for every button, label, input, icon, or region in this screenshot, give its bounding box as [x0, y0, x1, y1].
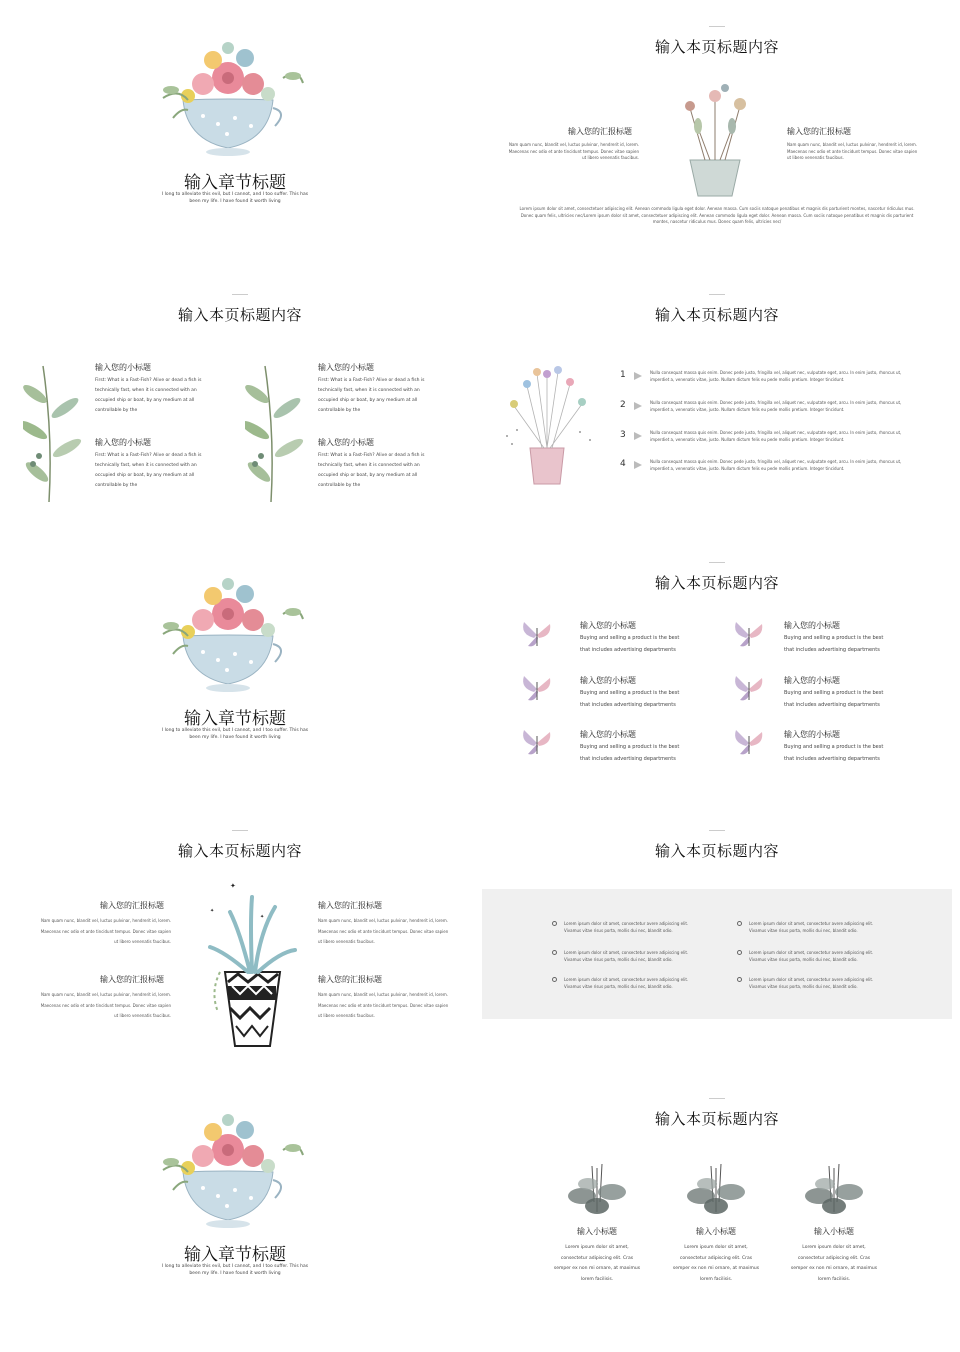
plant-subtitle-3: 输入小标题	[814, 1227, 854, 1236]
section-subtitle: I long to alleviate this evil, but I cannot, and I too suffer. This has been my life. I have found it worth living	[161, 728, 309, 740]
leaf-branch-illustration	[23, 364, 83, 504]
arrow-icon	[634, 432, 642, 440]
page-title: 输入本页标题内容	[654, 1110, 779, 1128]
section-title: 输入章节标题	[184, 1245, 286, 1265]
page-title: 输入本页标题内容	[654, 842, 779, 860]
potted-plant-illustration	[200, 882, 300, 1052]
page-title: 输入本页标题内容	[654, 574, 779, 592]
ink-plant-illustration	[564, 1162, 630, 1218]
ink-plant-illustration	[683, 1162, 749, 1218]
page-title: 输入本页标题内容	[177, 842, 302, 860]
report-title-left: 输入您的汇报标题	[568, 127, 632, 136]
report-title-right: 输入您的汇报标题	[787, 127, 851, 136]
slide-subtitles-leaves	[5, 276, 475, 536]
subtitle-text-4: First: What is a Fast-Fish? Alive or dead a fish is technically fast, when it is connected with an occupied ship or boat, by any medium at all controllable by the	[318, 453, 425, 488]
item-number: 3	[620, 430, 626, 440]
page-title: 输入本页标题内容	[654, 306, 779, 324]
section-title: 输入章节标题	[184, 173, 286, 193]
item-number: 1	[620, 370, 626, 380]
report-title-3: 输入您的汇报标题	[318, 901, 382, 910]
subtitle-3: 输入您的小标题	[318, 363, 374, 372]
item-number: 2	[620, 400, 626, 410]
bullet-circle-icon	[552, 950, 557, 955]
butterfly-subtitle: 输入您的小标题	[784, 730, 840, 739]
item-text: Nulla consequat massa quis enim. Donec pede justo, fringilla vel, aliquet nec, vulputate eget, arcu. In enim justo, rhoncus ut, imperdiet a, venenatis vitae, justo. Nullam dictum felis eu pede mollis pretium. Integer tincidunt.	[650, 459, 902, 471]
leaf-branch-illustration	[245, 364, 305, 504]
slide-section-3	[5, 1080, 475, 1340]
title-divider	[232, 294, 248, 295]
plant-subtitle-2: 输入小标题	[696, 1227, 736, 1236]
subtitle-2: 输入您的小标题	[95, 438, 151, 447]
svg-text:✦: ✦	[260, 914, 265, 920]
report-bottom-text: Lorem ipsum dolor sit amet, consectetuer adipiscing elit. Aenean commodo ligula eget dolor. Aenean massa. Cum sociis natoque penatibus et magnis dis parturient montes, nascetur ridiculus mus. Donec quam felis, ultricies nec/Lorem ipsum dolor sit amet, consectetuer adipiscing elit. Aenean commodo ligula eget dolor. Aenean massa. Cum sociis natoque penatibus et magnis dis parturient montes, nascetur ridiculus mus. Donec quam felis, ultricies nec/	[519, 206, 915, 224]
subtitle-4: 输入您的小标题	[318, 438, 374, 447]
title-divider	[709, 26, 725, 27]
bullet-circle-icon	[552, 977, 557, 982]
butterfly-subtitle: 输入您的小标题	[580, 676, 636, 685]
butterfly-icon	[732, 674, 766, 704]
arrow-icon	[634, 372, 642, 380]
arrow-icon	[634, 402, 642, 410]
flower-teacup-illustration	[143, 38, 313, 158]
slide-section-2	[5, 544, 475, 804]
item-number: 4	[620, 459, 626, 469]
butterfly-text: Buying and selling a product is the best that includes advertising departments	[580, 744, 680, 762]
title-divider	[709, 294, 725, 295]
page-title: 输入本页标题内容	[177, 306, 302, 324]
page-title: 输入本页标题内容	[654, 38, 779, 56]
flower-teacup-illustration	[143, 1110, 313, 1230]
plant-text-2: Lorem ipsum dolor sit amet, consectetur adipiscing elit. Cras semper ex non mi ornare, at maximus lorem facilisis.	[672, 1245, 760, 1282]
title-divider	[709, 1098, 725, 1099]
butterfly-icon	[520, 674, 554, 704]
butterfly-icon	[732, 728, 766, 758]
butterfly-text: Buying and selling a product is the best that includes advertising departments	[784, 635, 884, 653]
subtitle-text-3: First: What is a Fast-Fish? Alive or dead a fish is technically fast, when it is connected with an occupied ship or boat, by any medium at all controllable by the	[318, 378, 425, 413]
slide-report-2	[5, 812, 475, 1072]
vase-flowers-illustration	[670, 78, 760, 200]
butterfly-text: Buying and selling a product is the best that includes advertising departments	[580, 690, 680, 708]
bullet-circle-icon	[552, 921, 557, 926]
slide-butterfly-grid	[482, 544, 952, 804]
report-text-right: Nam quam nunc, blandit vel, luctus pulvinar, hendrerit id, lorem. Maecenas nec odio et ante tincidunt tempus. Donec vitae sapien ut libero venenatis faucibus.	[787, 142, 918, 160]
arrow-icon	[634, 461, 642, 469]
subtitle-text-1: First: What is a Fast-Fish? Alive or dead a fish is technically fast, when it is connected with an occupied ship or boat, by any medium at all controllable by the	[95, 378, 202, 413]
bullet-circle-icon	[737, 950, 742, 955]
butterfly-subtitle: 输入您的小标题	[784, 676, 840, 685]
item-text: Nulla consequat massa quis enim. Donec pede justo, fringilla vel, aliquet nec, vulputate eget, arcu. In enim justo, rhoncus ut, imperdiet a, venenatis vitae, justo. Nullam dictum felis eu pede mollis pretium. Integer tincidunt.	[650, 400, 902, 412]
title-divider	[232, 830, 248, 831]
ink-plant-illustration	[801, 1162, 867, 1218]
section-subtitle: I long to alleviate this evil, but I cannot, and I too suffer. This has been my life. I have found it worth living	[161, 1264, 309, 1276]
section-subtitle: I long to alleviate this evil, but I cannot, and I too suffer. This has been my life. I have found it worth living	[161, 192, 309, 204]
heart-flowers-pot-illustration	[492, 356, 602, 491]
subtitle-text-2: First: What is a Fast-Fish? Alive or dead a fish is technically fast, when it is connected with an occupied ship or boat, by any medium at all controllable by the	[95, 453, 202, 488]
slide-three-plants	[482, 1080, 952, 1340]
svg-text:✦: ✦	[230, 882, 236, 890]
report-title-1: 输入您的汇报标题	[100, 901, 164, 910]
report-text-4: Nam quam nunc, blandit vel, luctus pulvinar, hendrerit id, lorem. Maecenas nec odio et ante tincidunt tempus. Donec vitae sapien ut libero venenatis faucibus.	[318, 992, 449, 1018]
subtitle-1: 输入您的小标题	[95, 363, 151, 372]
butterfly-subtitle: 输入您的小标题	[580, 621, 636, 630]
report-title-2: 输入您的汇报标题	[100, 975, 164, 984]
slide-gray-bullets: 输入本页标题内容 Lorem ipsum dolor sit amet, consectetur avere adipiscing elit. Vivamus vitae risus porta, mollis dui nec, blandit odio. Lorem ipsum dolor sit amet, consectetur avere adipiscing elit. Vivamus vitae risus porta, mollis dui nec, blandit odio. Lorem ipsum dolor sit amet, consectetur avere adipiscing elit. Vivamus vitae risus porta, mollis dui nec, blandit odio. Lorem ipsum dolor sit amet, consectetur avere adipiscing elit. Vivamus vitae risus porta, mollis dui nec, blandit odio. Lorem ipsum dolor sit amet, consectetur avere adipiscing elit. Vivamus vitae risus porta, mollis dui nec, blandit odio. Lorem ipsum dolor sit amet, consectetur avere adipiscing elit. Vivamus vitae risus porta, mollis dui nec, blandit odio.	[482, 812, 952, 1072]
butterfly-icon	[732, 620, 766, 650]
slide-report-1	[482, 8, 952, 268]
title-divider	[709, 562, 725, 563]
section-title: 输入章节标题	[184, 709, 286, 729]
slide-section-1	[5, 8, 475, 268]
svg-text:✦: ✦	[210, 908, 215, 914]
flower-teacup-illustration	[143, 574, 313, 694]
butterfly-icon	[520, 620, 554, 650]
bullet-circle-icon	[737, 977, 742, 982]
butterfly-subtitle: 输入您的小标题	[580, 730, 636, 739]
butterfly-text: Buying and selling a product is the best that includes advertising departments	[580, 635, 680, 653]
plant-text-3: Lorem ipsum dolor sit amet, consectetur adipiscing elit. Cras semper ex non mi ornare, at maximus lorem facilisis.	[790, 1245, 878, 1282]
report-title-4: 输入您的汇报标题	[318, 975, 382, 984]
report-text-1: Nam quam nunc, blandit vel, luctus pulvinar, hendrerit id, lorem. Maecenas nec odio et ante tincidunt tempus. Donec vitae sapien ut libero venenatis faucibus.	[40, 918, 171, 944]
report-text-2: Nam quam nunc, blandit vel, luctus pulvinar, hendrerit id, lorem. Maecenas nec odio et ante tincidunt tempus. Donec vitae sapien ut libero venenatis faucibus.	[40, 992, 171, 1018]
item-text: Nulla consequat massa quis enim. Donec pede justo, fringilla vel, aliquet nec, vulputate eget, arcu. In enim justo, rhoncus ut, imperdiet a, venenatis vitae, justo. Nullam dictum felis eu pede mollis pretium. Integer tincidunt.	[650, 430, 902, 442]
plant-text-1: Lorem ipsum dolor sit amet, consectetur adipiscing elit. Cras semper ex non mi ornare, at maximus lorem facilisis.	[553, 1245, 641, 1282]
item-text: Nulla consequat massa quis enim. Donec pede justo, fringilla vel, aliquet nec, vulputate eget, arcu. In enim justo, rhoncus ut, imperdiet a, venenatis vitae, justo. Nullam dictum felis eu pede mollis pretium. Integer tincidunt.	[650, 370, 902, 382]
title-divider	[709, 830, 725, 831]
butterfly-icon	[520, 728, 554, 758]
bullet-circle-icon	[737, 921, 742, 926]
butterfly-text: Buying and selling a product is the best that includes advertising departments	[784, 744, 884, 762]
slide-numbered-list	[482, 276, 952, 536]
report-text-left: Nam quam nunc, blandit vel, luctus pulvinar, hendrerit id, lorem. Maecenas nec odio et ante tincidunt tempus. Donec vitae sapien ut libero venenatis faucibus.	[508, 142, 639, 160]
report-text-3: Nam quam nunc, blandit vel, luctus pulvinar, hendrerit id, lorem. Maecenas nec odio et ante tincidunt tempus. Donec vitae sapien ut libero venenatis faucibus.	[318, 918, 449, 944]
butterfly-subtitle: 输入您的小标题	[784, 621, 840, 630]
plant-subtitle-1: 输入小标题	[577, 1227, 617, 1236]
butterfly-text: Buying and selling a product is the best that includes advertising departments	[784, 690, 884, 708]
